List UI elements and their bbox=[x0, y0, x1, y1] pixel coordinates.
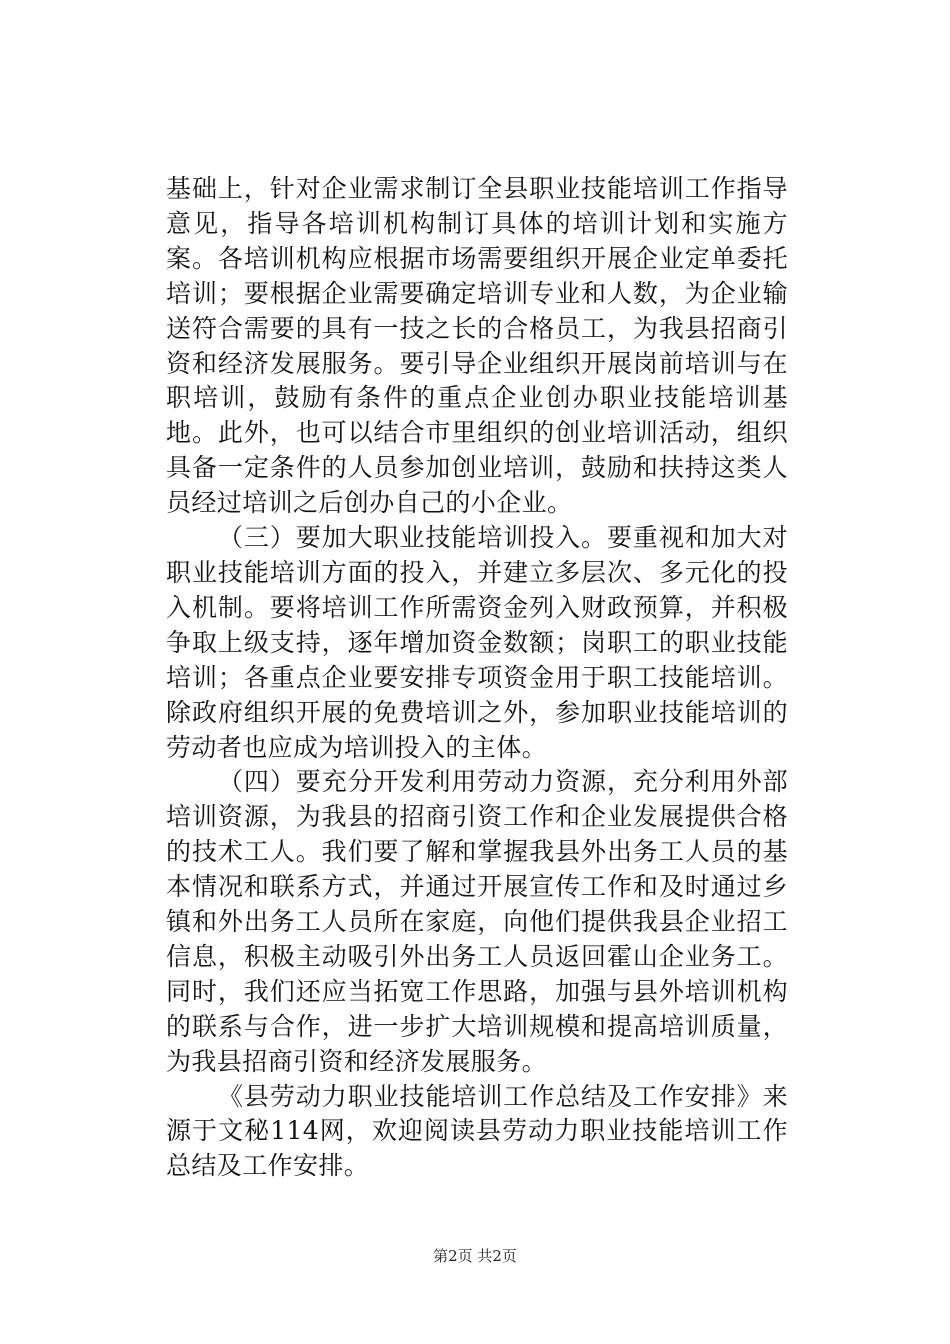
paragraph-source-note: 《县劳动力职业技能培训工作总结及工作安排》来源于文秘114网，欢迎阅读县劳动力职业技能培训工作总结及工作安排。 bbox=[166, 1081, 788, 1181]
document-body bbox=[166, 172, 788, 1184]
paragraph-section-four: （四）要充分开发利用劳动力资源，充分利用外部培训资源，为我县的招商引资工作和企业发展提供合格的技术工人。我们要了解和掌握我县外出务工人员的基本情况和联系方式，并通过开展宣传工作和及时通过乡镇和外出务工人员所在家庭，向他们提供我县企业招工信息，积极主动吸引外出务工人员返回霍山企业务工。同时，我们还应当拓宽工作思路，加强与县外培训机构的联系与合作，进一步扩大培训规模和提高培训质量，为我县招商引资和经济发展服务。 bbox=[166, 767, 788, 1076]
paragraph-section-three: （三）要加大职业技能培训投入。要重视和加大对职业技能培训方面的投入，并建立多层次、多元化的投入机制。要将培训工作所需资金列入财政预算，并积极争取上级支持，逐年增加资金数额；岗职工的职业技能培训；各重点企业要安排专项资金用于职工技能培训。除政府组织开展的免费培训之外，参加职业技能培训的劳动者也应成为培训投入的主体。 bbox=[166, 523, 788, 762]
page-number-footer: 第2页 共2页 bbox=[433, 1247, 517, 1265]
paragraph-continuation: 基础上，针对企业需求制订全县职业技能培训工作指导意见，指导各培训机构制订具体的培训计划和实施方案。各培训机构应根据市场需要组织开展企业定单委托培训；要根据企业需要确定培训专业和人数，为企业输送符合需要的具有一技之长的合格员工，为我县招商引资和经济发展服务。要引导企业组织开展岗前培训与在职培训，鼓励有条件的重点企业创办职业技能培训基地。此外，也可以结合市里组织的创业培训活动，组织具备一定条件的人员参加创业培训，鼓励和扶持这类人员经过培训之后创办自己的小企业。 bbox=[166, 174, 788, 518]
